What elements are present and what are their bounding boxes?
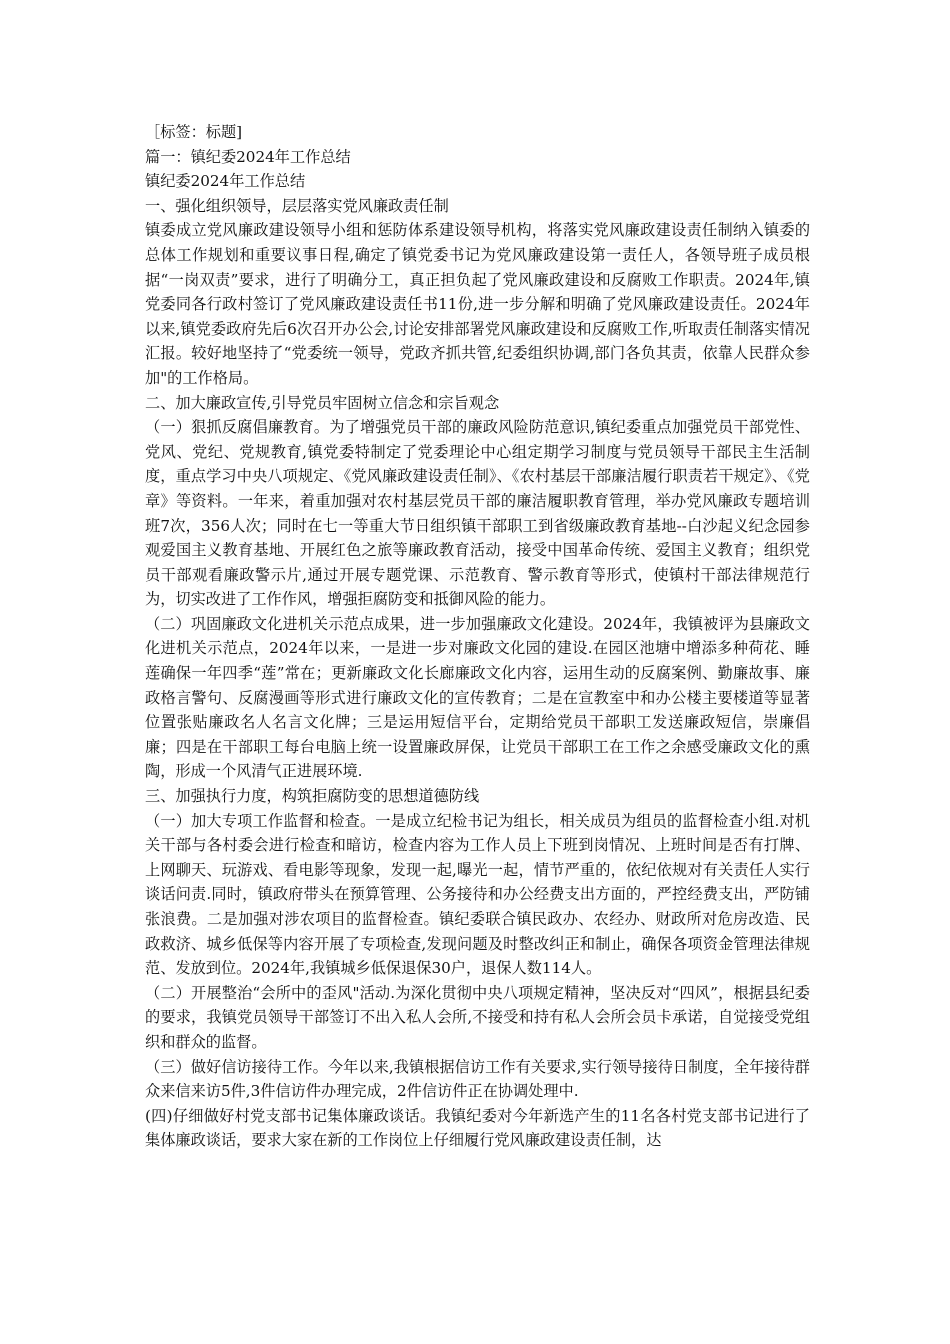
section-3-paragraph-1: （一）加大专项工作监督和检查。一是成立纪检书记为组长，相关成员为组员的监督检查小组.对机关干部与各村委会进行检查和暗访，检查内容为工作人员上下班到岗情况、上班时间是否有打牌、上网聊天、玩游戏、看电影等现象，发现一起,曝光一起，情节严重的，依纪依规对有关责任人实行谈话问责.同时，镇政府带头在预算管理、公务接待和办公经费支出方面的，严控经费支出，严防铺张浪费。二是加强对涉农项目的监督检查。镇纪委联合镇民政办、农经办、财政所对危房改造、民政救济、城乡低保等内容开展了专项检查,发现问题及时整改纠正和制止，确保各项资金管理法律规范、发放到位。2024年,我镇城乡低保退保30户，退保人数114人。 — [145, 811, 810, 978]
article-label: 篇一：镇纪委2024年工作总结 — [145, 147, 351, 166]
section-3-paragraph-2: （二）开展整治“会所中的歪风"活动.为深化贯彻中央八项规定精神，坚决反对“四风”，根据县纪委的要求，我镇党员领导干部签订不出入私人会所,不接受和持有私人会所会员卡承诺，自觉接受党组织和群众的监督。 — [145, 983, 810, 1051]
section-2-paragraph-2: （二）巩固廉政文化进机关示范点成果，进一步加强廉政文化建设。2024年，我镇被评为县廉政文化进机关示范点，2024年以来，一是进一步对廉政文化园的建设.在园区池塘中增添多种荷花、睡莲确保一年四季“莲”常在；更新廉政文化长廊廉政文化内容，运用生动的反腐案例、勤廉故事、廉政格言警句、反腐漫画等形式进行廉政文化的宣传教育；二是在宣教室中和办公楼主要楼道等显著位置张贴廉政名人名言文化牌；三是运用短信平台，定期给党员干部职工发送廉政短信，崇廉倡廉；四是在干部职工每台电脑上统一设置廉政屏保，让党员干部职工在工作之余感受廉政文化的熏陶，形成一个风清气正进展环境. — [145, 614, 810, 781]
section-heading-3: 三、加强执行力度，构筑拒腐防变的思想道德防线 — [145, 787, 480, 806]
section-3-paragraph-3: （三）做好信访接待工作。今年以来,我镇根据信访工作有关要求,实行领导接待日制度，全年接待群众来信来访5件,3件信访件办理完成，2件信访件正在协调处理中. — [145, 1057, 810, 1101]
section-2-paragraph-1: （一）狠抓反腐倡廉教育。为了增强党员干部的廉政风险防范意识,镇纪委重点加强党员干部党性、党风、党纪、党规教育,镇党委特制定了党委理论中心组定期学习制度与党员领导干部民主生活制度，重点学习中央八项规定、《党风廉政建设责任制》、《农村基层干部廉洁履行职责若干规定》、《党章》等资料。一年来，着重加强对农村基层党员干部的廉洁履职教育管理，举办党风廉政专题培训班7次，356人次；同时在七一等重大节日组织镇干部职工到省级廉政教育基地--白沙起义纪念园参观爱国主义教育基地、开展红色之旅等廉政教育活动，接受中国革命传统、爱国主义教育；组织党员干部观看廉政警示片,通过开展专题党课、示范教育、警示教育等形式，使镇村干部法律规范行为，切实改进了工作作风，增强拒腐防变和抵御风险的能力。 — [145, 418, 810, 609]
section-1-paragraph-1: 镇委成立党风廉政建设领导小组和惩防体系建设领导机构，将落实党风廉政建设责任制纳入镇委的总体工作规划和重要议事日程,确定了镇党委书记为党风廉政建设第一责任人，各领导班子成员根据“一岗双责”要求，进行了明确分工，真正担负起了党风廉政建设和反腐败工作职责。2024年,镇党委同各行政村签订了党风廉政建设责任书11份,进一步分解和明确了党风廉政建设责任。2024年以来,镇党委政府先后6次召开办公会,讨论安排部署党风廉政建设和反腐败工作,听取责任制落实情况汇报。较好地坚持了“党委统一领导，党政齐抓共管,纪委组织协调,部门各负其责，依靠人民群众参加"的工作格局。 — [145, 221, 810, 387]
document-title: 镇纪委2024年工作总结 — [145, 172, 306, 191]
tag-line: ［标签：标题] — [145, 123, 243, 141]
section-3-paragraph-4: (四)仔细做好村党支部书记集体廉政谈话。我镇纪委对今年新选产生的11名各村党支部书记进行了集体廉政谈话，要求大家在新的工作岗位上仔细履行党风廉政建设责任制，达 — [145, 1106, 810, 1150]
document-body — [145, 120, 810, 1153]
section-heading-2: 二、加大廉政宣传,引导党员牢固树立信念和宗旨观念 — [145, 393, 500, 412]
section-heading-1: 一、强化组织领导，层层落实党风廉政责任制 — [145, 196, 449, 215]
